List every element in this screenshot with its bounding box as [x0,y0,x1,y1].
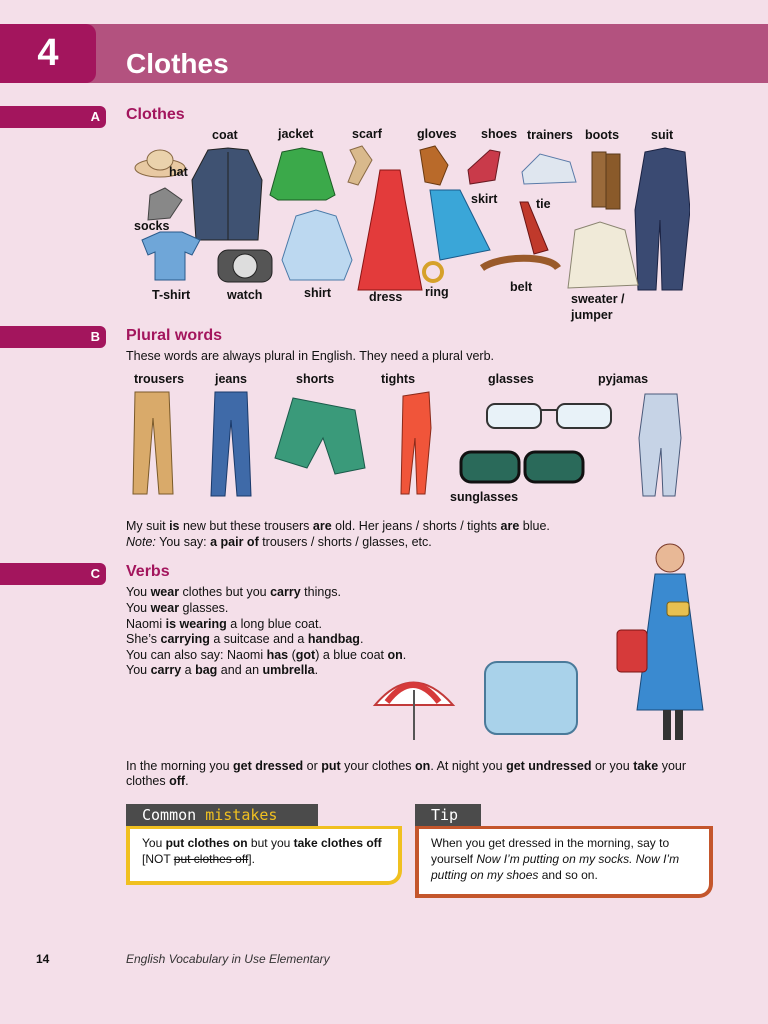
watch-icon [218,250,272,282]
section-c-letter: C [90,566,100,581]
label-boots: boots [585,128,620,142]
label-gloves: gloves [417,127,457,141]
label-belt: belt [510,280,533,294]
unit-number: 4 [37,32,59,74]
label-shorts: shorts [296,372,335,386]
tip-box [415,826,713,898]
label-suit: suit [651,128,674,142]
suit-icon [635,148,690,290]
tights-icon [401,392,431,494]
jeans-icon [211,392,251,496]
label-ring: ring [425,285,449,299]
label-watch: watch [227,288,263,302]
label-trousers: trousers [134,372,185,386]
morning-line-2: clothes off. [126,774,189,788]
coat-icon [192,148,262,240]
morning-line-1: In the morning you get dressed or put your clothes on. At night you get undressed or you take your [126,759,687,773]
common-mistakes-box [126,826,402,885]
belt-icon [482,258,558,268]
section-b-example-1: My suit is new but these trousers are old. Her jeans / shorts / tights are blue. [126,519,550,533]
label-sunglasses: sunglasses [450,490,519,504]
verbs-line-6: You carry a bag and an umbrella. [126,663,319,677]
verbs-line-5: You can also say: Naomi has (got) a blue coat on. [126,648,407,662]
suitcase-icon [485,662,577,734]
label-dress: dress [369,290,403,304]
pyjamas-icon [639,394,681,496]
label-glasses: glasses [488,372,534,386]
label-jeans: jeans [215,372,247,386]
sunglasses-icon [461,452,583,482]
label-shoes: shoes [481,127,518,141]
shirt-icon [282,210,352,280]
gloves-icon [420,146,448,185]
common-mistakes-heading: Common mistakes [126,804,318,826]
scarf-icon [348,146,372,185]
sweater-icon [568,222,638,288]
label-socks: socks [134,219,170,233]
shoes-icon [468,150,500,184]
label-sweater: sweater / [571,292,625,306]
verbs-line-3: Naomi is wearing a long blue coat. [126,617,322,631]
section-c-title: Verbs [126,563,170,580]
label-hat: hat [169,165,188,179]
boots-icon [592,152,620,209]
book-title: English Vocabulary in Use Elementary [126,952,330,966]
tip-heading: Tip [415,804,481,826]
common-mistakes-line-2: [NOT put clothes off]. [142,852,255,866]
page-number: 14 [36,952,50,966]
label-jacket: jacket [278,127,314,141]
label-tights: tights [381,372,416,386]
jacket-icon [270,148,335,200]
dress-icon [358,170,422,290]
label-coat: coat [212,128,238,142]
tip-line-2: yourself Now I’m putting on my socks. Now I’m [431,852,680,866]
section-a-title: Clothes [126,106,185,123]
tip-line-1: When you get dressed in the morning, say to [431,836,670,850]
plural-illustrations [125,388,695,500]
trainers-icon [522,154,576,184]
ring-icon [424,263,442,281]
verbs-line-2: You wear glasses. [126,601,229,615]
label-shirt: shirt [304,286,332,300]
section-b-letter: B [90,329,100,344]
section-b-example-2: Note: You say: a pair of trousers / shorts / glasses, etc. [126,535,432,549]
label-pyjamas: pyjamas [598,372,649,386]
label-skirt: skirt [471,192,498,206]
socks-icon [148,188,182,220]
unit-title: Clothes [126,48,229,79]
tip-line-3: putting on my shoes and so on. [431,868,598,882]
tshirt-icon [142,232,200,280]
umbrella-icon [375,683,453,741]
label-tshirt: T-shirt [152,288,191,302]
label-jumper: jumper [571,308,613,322]
shorts-icon [275,398,365,474]
unit-header-bar [0,24,768,83]
trousers-icon [133,392,173,494]
label-tie: tie [536,197,551,211]
clothes-illustrations [130,140,690,300]
woman-icon [617,544,703,740]
verbs-line-1: You wear clothes but you carry things. [126,585,342,599]
section-b-intro: These words are always plural in English. They need a plural verb. [126,349,495,363]
glasses-icon [487,404,611,428]
section-b-title: Plural words [126,327,223,344]
label-trainers: trainers [527,128,573,142]
verbs-line-4: She’s carrying a suitcase and a handbag. [126,632,364,646]
common-mistakes-line-1: You put clothes on but you take clothes off [142,836,382,850]
label-scarf: scarf [352,127,382,141]
section-a-letter: A [90,109,100,124]
verbs-illustrations [365,540,715,750]
